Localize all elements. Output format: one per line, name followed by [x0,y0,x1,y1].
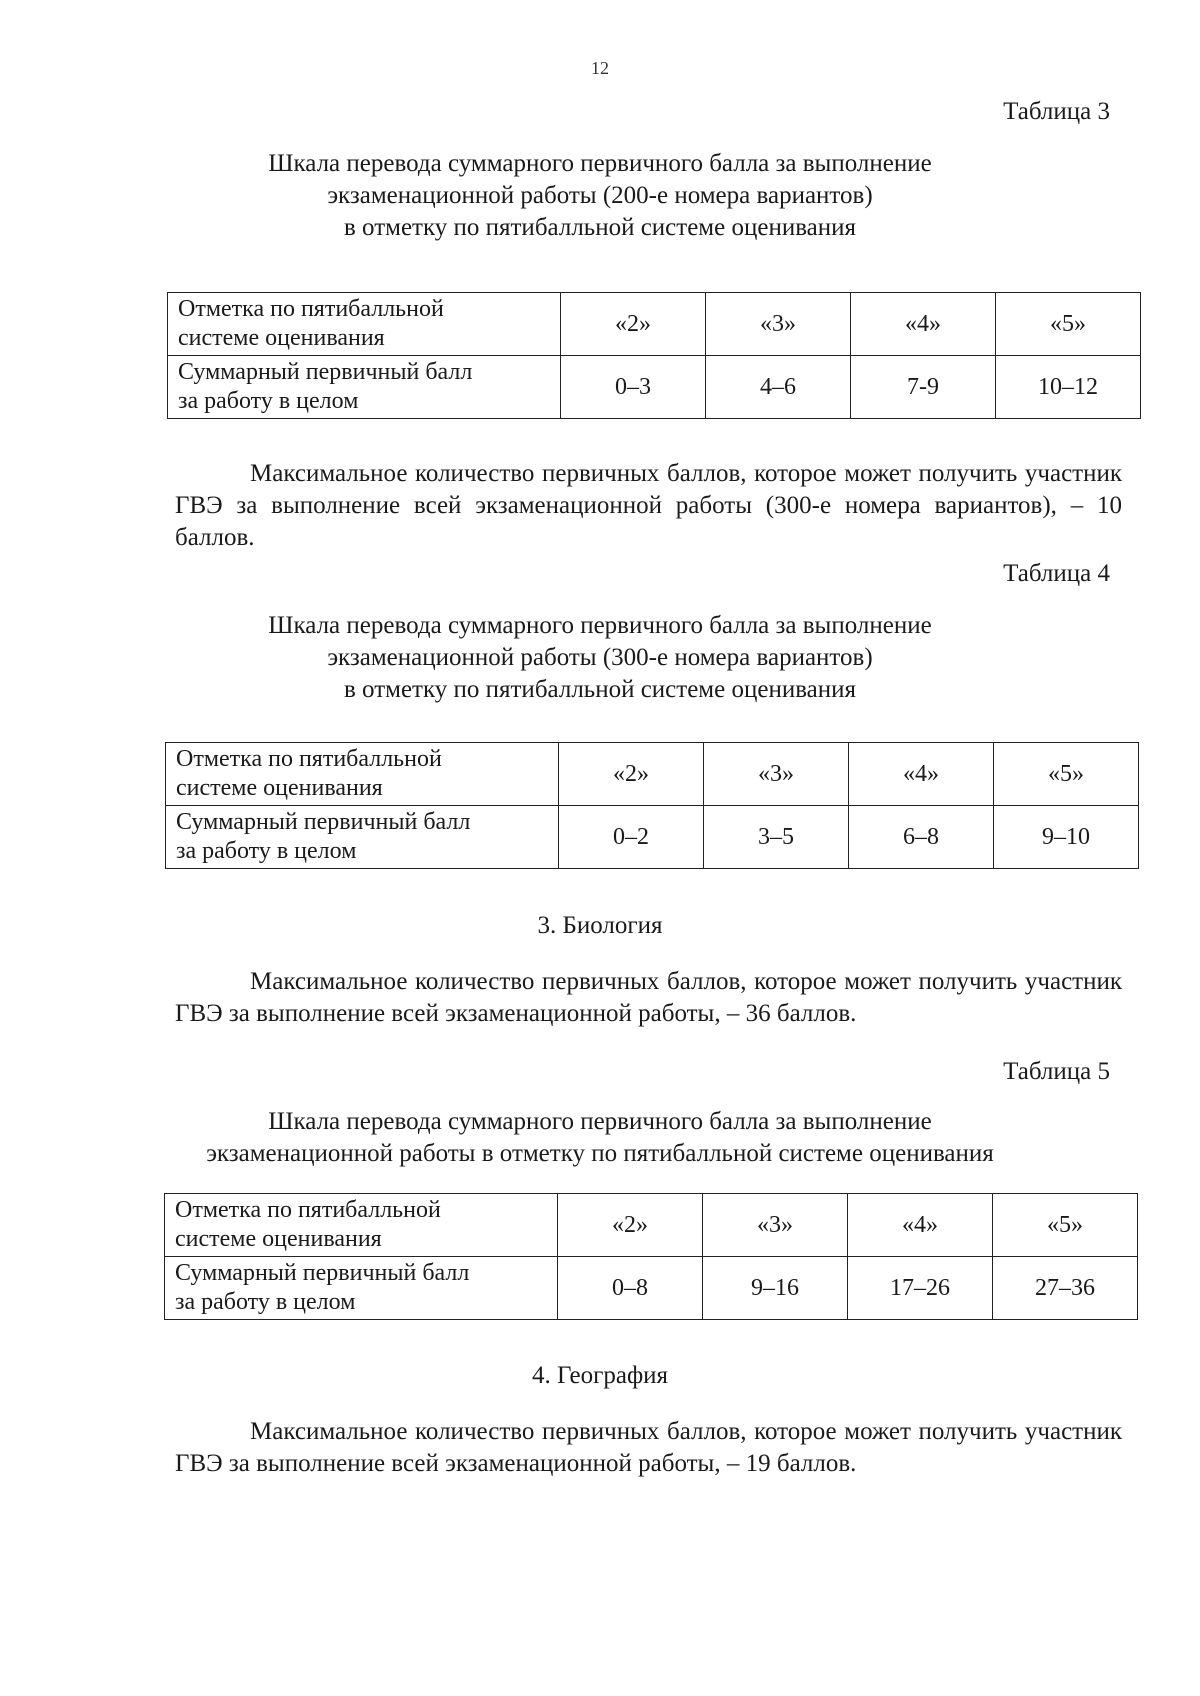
row-header-score [165,1257,558,1320]
row-header-score [168,356,561,419]
score-cell: 9–16 [703,1257,848,1320]
row-header-grade [165,1194,558,1257]
score-cell: 27–36 [993,1257,1138,1320]
table-3-caption-line-3: в отметку по пятибалльной системе оценивания [343,214,857,241]
score-cell: 0–2 [559,806,704,869]
row-header-line: за работу в целом [176,838,357,864]
row-header-grade [166,743,559,806]
grade-cell: «4» [851,293,996,356]
row-header-line: за работу в целом [178,388,359,414]
grade-cell: «2» [559,743,704,806]
paragraph-max-score-biology [175,966,1122,1030]
table-row [165,1257,1138,1320]
grade-cell: «4» [848,1194,993,1257]
paragraph-max-score-300 [175,458,1122,554]
grade-cell: «2» [561,293,706,356]
paragraph-max-score-geography [175,1416,1122,1480]
table-row [165,1194,1138,1257]
table-4-caption [0,610,1200,706]
table-4-caption-line-1: Шкала перевода суммарного первичного балла за выполнение [268,612,932,639]
row-header-grade [168,293,561,356]
score-cell: 3–5 [704,806,849,869]
row-header-line: Отметка по пятибалльной [175,1197,441,1223]
score-cell: 7-9 [851,356,996,419]
score-cell: 0–3 [561,356,706,419]
paragraph-text: Максимальное количество первичных баллов, которое может получить участник ГВЭ за выполнение всей экзаменационной работы, – 19 баллов. [175,1418,1122,1477]
grade-cell: «3» [703,1194,848,1257]
grade-cell: «3» [706,293,851,356]
table-5 [164,1193,1138,1320]
row-header-line: системе оценивания [176,775,383,801]
page-number: 12 [591,58,609,78]
table-row [166,806,1139,869]
row-header-line: Суммарный первичный балл [175,1260,470,1286]
score-cell: 6–8 [849,806,994,869]
row-header-line: Суммарный первичный балл [176,809,471,835]
score-cell: 10–12 [996,356,1141,419]
table-3-caption-line-2: экзаменационной работы (200-е номера вариантов) [327,182,873,209]
row-header-score [166,806,559,869]
table-3-caption [0,148,1200,244]
score-cell: 0–8 [558,1257,703,1320]
paragraph-text: Максимальное количество первичных баллов, которое может получить участник ГВЭ за выполнение всей экзаменационной работы (300-е номера вариантов), – 10 баллов. [175,460,1122,551]
row-header-line: системе оценивания [178,325,385,351]
row-header-line: системе оценивания [175,1226,382,1252]
table-3-label: Таблица 3 [1003,98,1110,125]
table-5-caption [0,1106,1200,1170]
table-row [168,356,1141,419]
grade-cell: «5» [994,743,1139,806]
score-cell: 9–10 [994,806,1139,869]
table-4-caption-line-3: в отметку по пятибалльной системе оценивания [343,676,857,703]
table-4 [165,742,1139,869]
table-3 [167,292,1141,419]
table-row [168,293,1141,356]
score-cell: 4–6 [706,356,851,419]
table-row [166,743,1139,806]
section-title-biology: 3. Биология [537,912,663,939]
grade-cell: «5» [996,293,1141,356]
row-header-line: Отметка по пятибалльной [176,746,442,772]
grade-cell: «3» [704,743,849,806]
table-4-caption-line-2: экзаменационной работы (300-е номера вариантов) [327,644,873,671]
grade-cell: «4» [849,743,994,806]
table-5-label: Таблица 5 [1003,1058,1110,1085]
paragraph-text: Максимальное количество первичных баллов, которое может получить участник ГВЭ за выполнение всей экзаменационной работы, – 36 баллов. [175,968,1122,1027]
table-4-label: Таблица 4 [1003,560,1110,587]
row-header-line: Отметка по пятибалльной [178,296,444,322]
grade-cell: «5» [993,1194,1138,1257]
row-header-line: за работу в целом [175,1289,356,1315]
section-title-geography: 4. География [531,1362,669,1389]
grade-cell: «2» [558,1194,703,1257]
table-5-caption-line-1: Шкала перевода суммарного первичного балла за выполнение [268,1108,932,1135]
table-3-caption-line-1: Шкала перевода суммарного первичного балла за выполнение [268,150,932,177]
score-cell: 17–26 [848,1257,993,1320]
row-header-line: Суммарный первичный балл [178,359,473,385]
table-5-caption-line-2: экзаменационной работы в отметку по пятибалльной системе оценивания [206,1140,994,1167]
